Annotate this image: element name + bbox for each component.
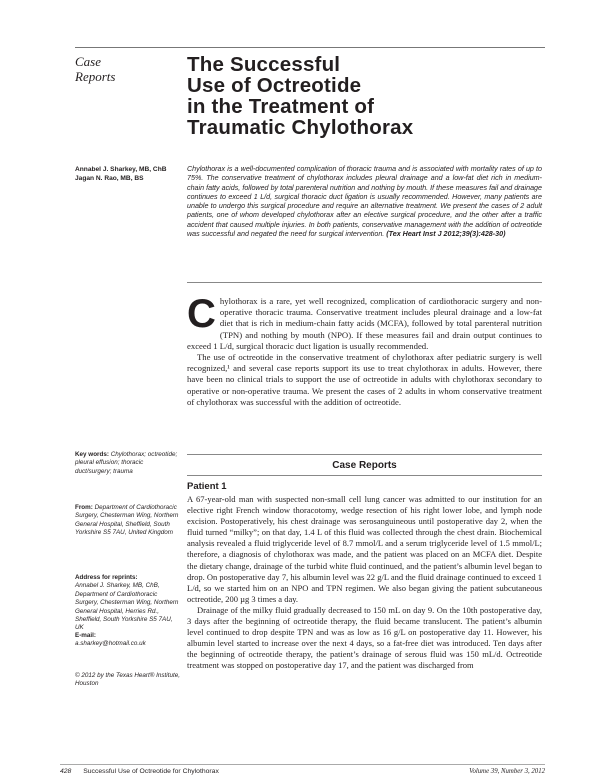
abstract bbox=[187, 165, 542, 239]
affiliation-block bbox=[75, 504, 180, 538]
introduction bbox=[187, 292, 542, 408]
intro-paragraph bbox=[187, 292, 542, 352]
case-paragraph: Drainage of the milky fluid gradually decreased to 150 mL on day 9. On the 10th postoperative day, 3 days after the beginning of octreotide therapy, the fluid became translucent. The patient’s albumin level continued to drop despite TPN and was as low as 16 g/L on postoperative day 11. However, his albumin level started to increase over the next 4 days, so a fat-free diet was introduced. Ten days after the beginning of octreotide therapy, the patient’s drainage of serous fluid was 150 mL/d. Octreotide treatment was stopped on postoperative day 17, and the patient was discharged from bbox=[187, 604, 542, 671]
copyright-text: © 2012 by the Texas Heart® Institute, Houston bbox=[75, 672, 180, 688]
address-label: Address for reprints: bbox=[75, 574, 138, 581]
address-text: Annabel J. Sharkey, MB, ChB, Department of Cardiothoracic Surgery, Chesterman Wing, Northern General Hospital, Herries Rd., Sheffield, South Yorkshire S5 7AU, UK bbox=[75, 582, 179, 632]
copyright-block bbox=[75, 672, 180, 689]
email-label: E-mail: bbox=[75, 632, 96, 639]
top-rule bbox=[75, 47, 545, 48]
abstract-text: Chylothorax is a well-documented complication of thoracic trauma and is associated with mortality rates of up to 75%. The conservative treatment of chylothorax includes pleural drainage and a low-fat diet rich in medium-chain fatty acids, followed by total parenteral nutrition and nothing by mouth. If these measures fail and drainage continues to exceed 1 L/d, surgical thoracic duct ligation is usually recommended. However, many patients are unable to undergo this surgical procedure and require an alternative treatment. We present the cases of 2 adult patients, one of whom developed chylothorax after an elective surgical procedure, and the other after a traffic accident that caused multiple injuries. In both patients, conservative management with the addition of octreotide was successful and negated the need for surgical intervention. bbox=[187, 165, 542, 239]
abstract-citation: (Tex Heart Inst J 2012;39(3):428-30) bbox=[386, 230, 506, 239]
section-label-line: Case bbox=[75, 54, 101, 69]
patient-case-text bbox=[187, 494, 542, 672]
intro-paragraph-text: hylothorax is a rare, yet well recognized, complication of cardiothoracic surgery and non-operative thoracic trauma. Conservative treatment includes pleural drainage and a low-fat diet that is rich in medium-chain fatty acids (MCFA), followed by total parenteral nutrition (TPN) and nothing by mouth (NPO). If these measures fail and drain output continues to exceed 1 L/d, surgical thoracic duct ligation is usually recommended. bbox=[187, 296, 542, 351]
from-label: From: bbox=[75, 504, 93, 511]
drop-cap: C bbox=[187, 292, 216, 336]
case-paragraph: A 67-year-old man with suspected non-small cell lung cancer was admitted to our institution for an elective right French window thoracotomy, wedge resection of his right lower lobe, and lymph node excision. Postoperatively, his chest drainage was serosanguineous until postoperative day 2, when the fluid turned “milky”; on that day, 1.4 L of this fluid was collected through the chest drain. Biochemical analysis revealed a fluid triglyceride level of 8.7 mmol/L and a serum triglyceride level of 1.5 mmol/L; therefore, a diagnosis of chylothorax was made, and the patient was placed on an MCFA diet. Despite the dietary change, drainage of the turbid white fluid continued, and the patient’s albumin level began to drop. On postoperative day 7, his albumin level was 22 g/L and the fluid drainage continued to exceed 1 L/d, so we started him on an NPO and TPN regimen. We also began giving the patient subcutaneous octreotide, 200 µg 3 times a day. bbox=[187, 494, 542, 604]
email-block bbox=[75, 632, 180, 649]
author-list bbox=[75, 165, 190, 183]
intro-paragraph: The use of octreotide in the conservative treatment of chylothorax after pediatric surgery is well recognized,¹ and several case reports support its use to treat chylothorax in adults. However, there have been no clinical trials to support the use of octreotide in adults with chylothorax secondary to operative or non-operative trauma. We present the cases of 2 adults in whom conservative treatment of chylothorax was successful with the addition of octreotide. bbox=[187, 352, 542, 407]
footer-left bbox=[60, 768, 219, 775]
reprints-block bbox=[75, 574, 180, 633]
title-line: in the Treatment of bbox=[187, 95, 375, 118]
article-title bbox=[187, 54, 557, 138]
title-line: The Successful bbox=[187, 53, 341, 76]
title-line: Use of Octreotide bbox=[187, 74, 362, 97]
journal-volume: Volume 39, Number 3, 2012 bbox=[469, 768, 545, 775]
keywords-label: Key words: bbox=[75, 451, 109, 458]
section-label-line: Reports bbox=[75, 69, 116, 84]
from-text: Department of Cardiothoracic Surgery, Chesterman Wing, Northern General Hospital, Sheffield, South Yorkshire S5 7AU, United Kingdom bbox=[75, 504, 179, 537]
section-label bbox=[75, 54, 175, 84]
page-number: 428 bbox=[60, 768, 72, 775]
running-title: Successful Use of Octreotide for Chylothorax bbox=[83, 768, 219, 775]
keywords-block bbox=[75, 451, 180, 476]
patient-heading: Patient 1 bbox=[187, 481, 227, 492]
abstract-divider bbox=[187, 282, 542, 283]
email-link[interactable]: a.sharkey@hotmail.co.uk bbox=[75, 640, 146, 648]
title-line: Traumatic Chylothorax bbox=[187, 116, 414, 139]
footer-rule bbox=[60, 764, 545, 765]
section-heading: Case Reports bbox=[187, 454, 542, 476]
author: Annabel J. Sharkey, MB, ChB bbox=[75, 166, 167, 173]
keywords-text: Chylothorax; octreotide; pleural effusion; thoracic duct/surgery; trauma bbox=[75, 451, 178, 475]
author: Jagan N. Rao, MB, BS bbox=[75, 175, 144, 182]
